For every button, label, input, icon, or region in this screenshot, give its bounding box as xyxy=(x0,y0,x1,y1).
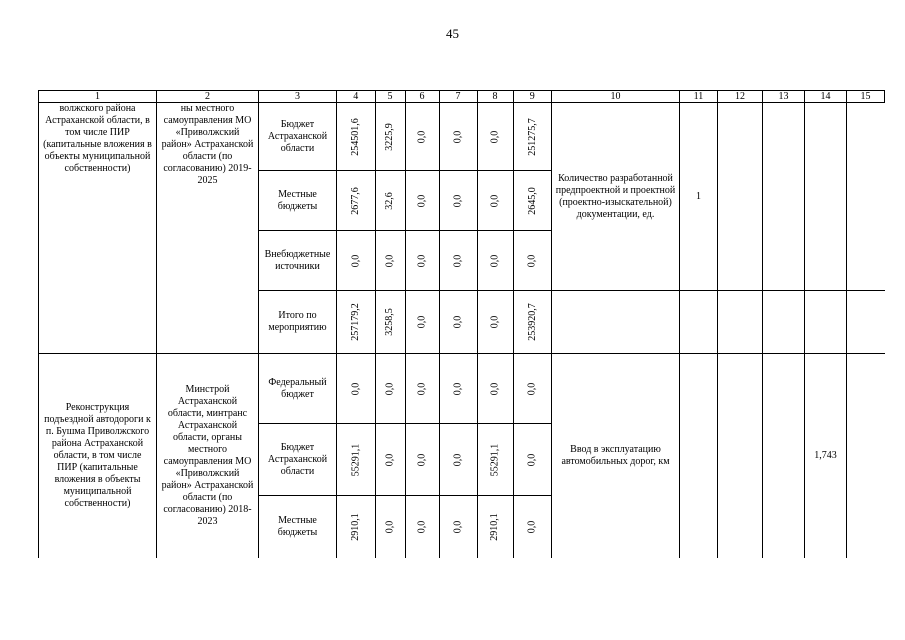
header-col-13: 13 xyxy=(763,91,805,103)
value-cell: 0,0 xyxy=(375,354,405,424)
budget-table xyxy=(38,90,885,558)
value-cell: 0,0 xyxy=(439,291,477,354)
empty-cell xyxy=(805,103,847,291)
value-cell: 55291,1 xyxy=(477,424,513,496)
value-cell: 251275,7 xyxy=(513,103,552,171)
value-cell: 2645,0 xyxy=(513,171,552,231)
value-cell: 0,0 xyxy=(477,354,513,424)
header-col-12: 12 xyxy=(718,91,763,103)
value-cell: 0,0 xyxy=(477,171,513,231)
value-cell: 0,0 xyxy=(477,291,513,354)
executor: ны местного самоуправления МО «Приволжский район» Астраханской области (по согласованию) 2019-2025 xyxy=(161,103,254,186)
value-cell: 2910,1 xyxy=(337,496,376,558)
header-col-15: 15 xyxy=(847,91,885,103)
empty-cell xyxy=(718,291,763,354)
col11-value: 1 xyxy=(696,190,701,202)
value-cell: 0,0 xyxy=(375,496,405,558)
value-cell: 253920,7 xyxy=(513,291,552,354)
executor-cell xyxy=(157,103,259,354)
funding-source: Внебюджетные источники xyxy=(259,231,337,291)
value-cell: 0,0 xyxy=(439,103,477,171)
value-cell: 0,0 xyxy=(477,103,513,171)
funding-source: Федеральный бюджет xyxy=(259,354,337,424)
value-cell: 0,0 xyxy=(477,231,513,291)
value-cell: 0,0 xyxy=(405,424,439,496)
value-cell: 3258,5 xyxy=(375,291,405,354)
header-col-10: 10 xyxy=(552,91,680,103)
col14-cell xyxy=(805,354,847,558)
empty-cell xyxy=(718,103,763,291)
value-cell: 0,0 xyxy=(405,231,439,291)
empty-cell xyxy=(763,354,805,558)
header-col-3: 3 xyxy=(259,91,337,103)
indicator-cell xyxy=(552,103,680,291)
value-cell: 257179,2 xyxy=(337,291,376,354)
header-col-1: 1 xyxy=(39,91,157,103)
empty-cell xyxy=(552,291,680,354)
value-cell: 0,0 xyxy=(439,231,477,291)
value-cell: 32,6 xyxy=(375,171,405,231)
value-cell: 3225,9 xyxy=(375,103,405,171)
executor: Минстрой Астраханской области, минтранс Астраханской области, органы местного самоуправления МО «Приволжский район» Астраханской области (по согласованию) 2018-2023 xyxy=(161,383,254,527)
value-cell: 0,0 xyxy=(513,354,552,424)
value-cell: 0,0 xyxy=(405,354,439,424)
table-row xyxy=(39,103,885,171)
funding-source: Местные бюджеты xyxy=(259,496,337,558)
empty-cell xyxy=(847,103,885,291)
value-cell: 0,0 xyxy=(405,496,439,558)
measure-name: волжского района Астраханской области, в том числе ПИР (капитальные вложения в объекты муниципальной собственности) xyxy=(43,103,152,174)
value-cell: 55291,1 xyxy=(337,424,376,496)
executor-cell xyxy=(157,354,259,558)
header-col-11: 11 xyxy=(680,91,718,103)
value-cell: 0,0 xyxy=(439,496,477,558)
header-col-14: 14 xyxy=(805,91,847,103)
value-cell: 0,0 xyxy=(337,231,376,291)
value-cell: 254501,6 xyxy=(337,103,376,171)
col11-cell xyxy=(680,103,718,291)
indicator: Ввод в эксплуатацию автомобильных дорог, км xyxy=(561,443,670,467)
empty-cell xyxy=(680,354,718,558)
value-cell: 0,0 xyxy=(405,103,439,171)
value-cell: 0,0 xyxy=(337,354,376,424)
header-col-6: 6 xyxy=(405,91,439,103)
empty-cell xyxy=(847,291,885,354)
measure-name: Реконструкция подъездной автодороги к п. Бушма Приволжского района Астраханской области, в том числе ПИР (капитальные вложения в объекты муниципальной собственности) xyxy=(44,401,151,509)
empty-cell xyxy=(805,291,847,354)
value-cell: 0,0 xyxy=(405,171,439,231)
header-col-2: 2 xyxy=(157,91,259,103)
indicator: Количество разработанной предпроектной и проектной (проектно-изыскательной) документации, ед. xyxy=(555,172,676,220)
header-col-9: 9 xyxy=(513,91,552,103)
value-cell: 0,0 xyxy=(375,424,405,496)
empty-cell xyxy=(718,354,763,558)
value-cell: 0,0 xyxy=(439,354,477,424)
value-cell: 0,0 xyxy=(513,231,552,291)
measure-name-cell xyxy=(39,354,157,558)
value-cell: 0,0 xyxy=(513,496,552,558)
page-number: 45 xyxy=(446,26,459,41)
header-col-5: 5 xyxy=(375,91,405,103)
header-row xyxy=(39,91,885,103)
indicator-cell xyxy=(552,354,680,558)
value-cell: 0,0 xyxy=(405,291,439,354)
funding-source: Бюджет Астраханской области xyxy=(259,424,337,496)
value-cell: 0,0 xyxy=(375,231,405,291)
funding-source: Местные бюджеты xyxy=(259,171,337,231)
col14-value: 1,743 xyxy=(814,449,837,461)
table-row xyxy=(39,354,885,424)
header-col-7: 7 xyxy=(439,91,477,103)
funding-source: Бюджет Астраханской области xyxy=(259,103,337,171)
value-cell: 2677,6 xyxy=(337,171,376,231)
header-col-4: 4 xyxy=(337,91,376,103)
value-cell: 0,0 xyxy=(513,424,552,496)
empty-cell xyxy=(847,354,885,558)
measure-name-cell xyxy=(39,103,157,354)
value-cell: 0,0 xyxy=(439,171,477,231)
value-cell: 2910,1 xyxy=(477,496,513,558)
value-cell: 0,0 xyxy=(439,424,477,496)
empty-cell xyxy=(680,291,718,354)
empty-cell xyxy=(763,103,805,291)
funding-source: Итого по мероприятию xyxy=(259,291,337,354)
empty-cell xyxy=(763,291,805,354)
header-col-8: 8 xyxy=(477,91,513,103)
